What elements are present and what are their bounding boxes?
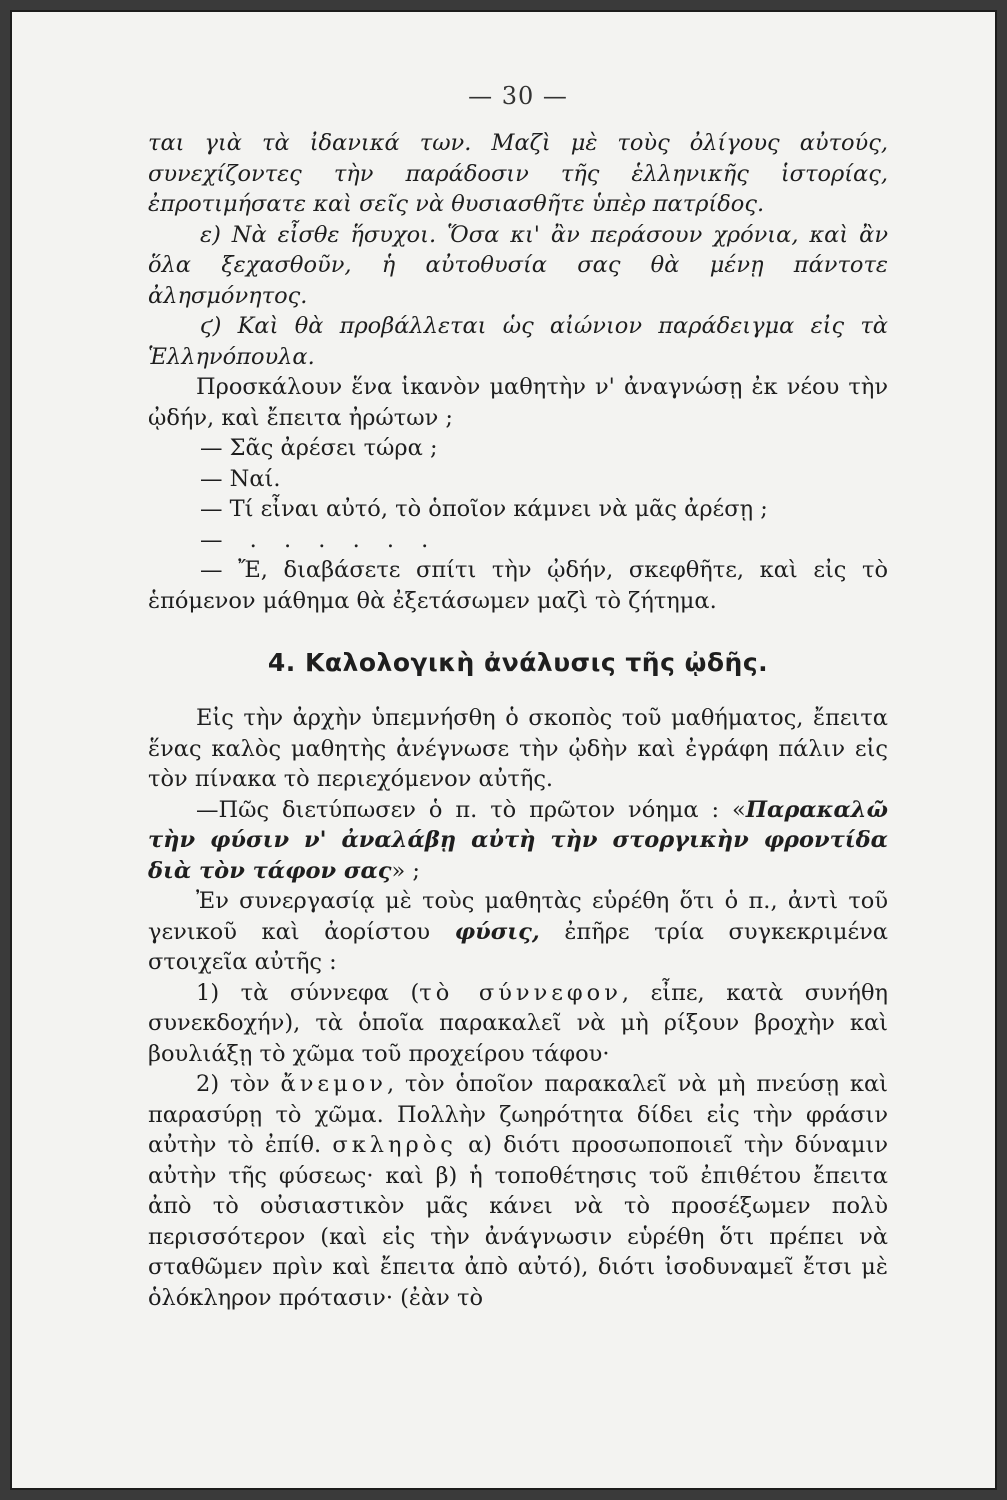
list-item-2 [148,1069,888,1313]
li1-spaced: τὸ σύννεφον [419,979,622,1006]
section-paragraph-2 [148,795,888,887]
paragraph-continuation: ται γιὰ τὰ ἰδανικά των. Μαζὶ μὲ τοὺς ὀλίγους αὐτούς, συνεχίζοντες τὴν παράδοσιν τῆς ἑλληνικῆς ἱστορίας, ἐπροτιμήσατε καὶ σεῖς νὰ θυσιασθῆτε ὑπὲρ πατρίδος. [148,130,888,217]
list-item-1 [148,978,888,1070]
dialogue-question-1: — Σᾶς ἀρέσει τώρα ; [200,435,438,461]
dialogue-final: — Ἔ, διαβάσετε σπίτι τὴν ᾠδήν, σκεφθῆτε, καὶ εἰς τὸ ἑπόμενον μάθημα θὰ ἐξετάσωμεν μαζὶ τὸ ζήτημα. [148,557,888,614]
p3-start: Ἐν συνεργασίᾳ μὲ τοὺς μαθητὰς εὑρέθη ὅτι ὁ π., ἀντὶ τοῦ γενικοῦ καὶ ἀορίστου [148,888,888,945]
section-paragraph-1: Εἰς τὴν ἀρχὴν ὑπεμνήσθη ὁ σκοπὸς τοῦ μαθήματος, ἔπειτα ἕνας καλὸς μαθητὴς ἀνέγνωσε τὴν ᾠδὴν καὶ ἐγράφη πάλιν εἰς τὸν πίνακα τὸ περιεχόμενον αὐτῆς. [148,705,888,792]
book-page [148,82,888,1313]
dialogue-question-2: — Τί εἶναι αὐτό, τὸ ὁποῖον κάμνει νὰ μᾶς ἀρέσῃ ; [200,496,768,522]
section-heading: 4. Καλολογικὴ ἀνάλυσις τῆς ᾠδῆς. [267,648,769,677]
p3-word: φύσις, [454,918,540,945]
li1-start: 1) τὰ σύννεφα ( [196,979,420,1006]
dialogue-intro: Προσκάλουν ἕνα ἱκανὸν μαθητὴν ν' ἀναγνώσῃ ἐκ νέου τὴν ᾠδήν, καὶ ἔπειτα ἠρώτων ; [148,374,888,431]
list-item-st: ϛ) Καὶ θὰ προβάλλεται ὡς αἰώνιον παράδειγμα εἰς τὰ Ἑλληνόπουλα. [148,313,888,370]
li2-end: α) διότι προσωποποιεῖ τὴν δύναμιν αὐτὴν τῆς φύσεως· καὶ β) ἡ τοποθέτησις τοῦ ἐπιθέτου ἔπειτα ἀπὸ τὸ οὐσιαστικὸν μᾶς κάνει νὰ τὸ προσέξωμεν πολὺ περισσότερον (καὶ εἰς τὴν ἀνάγνωσιν εὑρέθη ὅτι πρέπει νὰ σταθῶμεν πρὶν καὶ ἔπειτα ἀπὸ αὐτό), διότι ἰσοδυναμεῖ ἔτσι μὲ ὁλόκληρον πρότασιν· (ἐὰν τὸ [148,1132,888,1311]
dialogue-answer-1: — Ναί. [200,465,281,492]
p2-end: » ; [391,857,421,884]
li1-end: , εἶπε, κατὰ συνήθη συνεκδοχήν), τὰ ὁποῖα παρακαλεῖ νὰ μὴ ρίξουν βροχὴν καὶ βουλιάξῃ τὸ χῶμα τοῦ προχείρου τάφου· [148,979,888,1067]
li2-spaced-2: σκληρὸς [332,1132,457,1158]
page-number: — 30 — [468,82,568,110]
p2-start: —Πῶς διετύπωσεν ὁ π. τὸ πρῶτον νόημα : « [196,796,746,823]
p2-quote: Παρακαλῶ τὴν φύσιν ν' ἀναλάβῃ αὐτὴ τὴν στοργικὴν φροντίδα διὰ τὸν τάφον σας [148,796,888,884]
li2-start: 2) τὸν [196,1071,281,1097]
li2-mid: , τὸν ὁποῖον παρακαλεῖ νὰ μὴ πνεύσῃ καὶ παρασύρῃ τὸ χῶμα. Πολλὴν ζωηρότητα δίδει εἰς τὴν φράσιν αὐτὴν τὸ ἐπίθ. [148,1071,888,1158]
page-frame [10,10,997,1490]
p3-end: ἐπῆρε τρία συγκεκριμένα στοιχεῖα αὐτῆς : [148,918,889,975]
section-paragraph-3 [148,886,888,978]
list-item-e: ε) Νὰ εἶσθε ἥσυχοι. Ὅσα κι' ἂν περάσουν χρόνια, καὶ ἂν ὅλα ξεχασθοῦν, ἡ αὐτοθυσία σας θὰ μένῃ πάντοτε ἀλησμόνητος. [148,221,888,309]
dialogue-ellipsis: — . . . . . . [200,526,439,553]
li2-spaced: ἄνεμον [280,1071,387,1097]
